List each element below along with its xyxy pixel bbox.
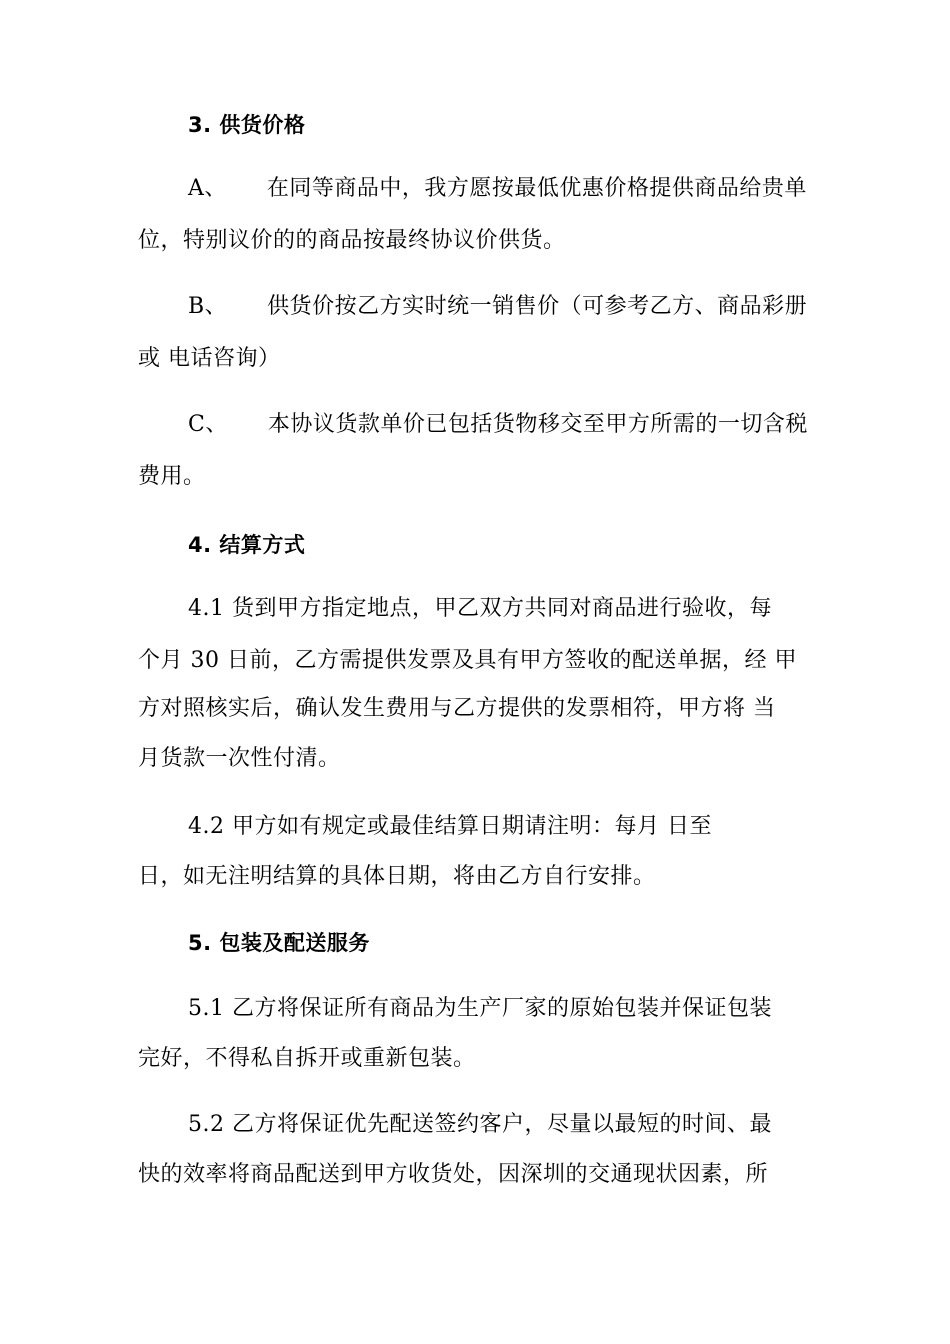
item-b-line-1 (188, 292, 807, 322)
item-c-line-2: 费用。 (138, 464, 206, 489)
item-c-marker: C、 (188, 412, 228, 437)
para-4-1-line-4: 月货款一次性付清。 (138, 746, 341, 771)
para-5-1-line-2: 完好，不得私自拆开或重新包装。 (138, 1046, 476, 1071)
item-b-line-2: 或 电话咨询） (138, 346, 281, 371)
section-5-heading: 5. 包装及配送服务 (188, 931, 370, 955)
item-c-text: 本协议货款单价已包括货物移交至甲方所需的一切含税 (267, 412, 808, 437)
para-4-1-line-1: 4.1 货到甲方指定地点，甲乙双方共同对商品进行验收，每 (188, 596, 772, 621)
item-a-text: 在同等商品中，我方愿按最低优惠价格提供商品给贵单 (266, 176, 807, 201)
item-b-marker: B、 (188, 294, 228, 319)
section-4-heading: 4. 结算方式 (188, 533, 306, 557)
item-b-text: 供货价按乙方实时统一销售价（可参考乙方、商品彩册 (267, 294, 808, 319)
item-a-marker: A、 (188, 176, 227, 201)
item-a-line-2: 位，特别议价的的商品按最终协议价供货。 (138, 228, 566, 253)
item-a-line-1 (188, 174, 807, 204)
para-4-1-line-2: 个月 30 日前，乙方需提供发票及具有甲方签收的配送单据，经 甲 (138, 648, 797, 673)
section-3-heading: 3. 供货价格 (188, 113, 306, 137)
para-5-2-line-2: 快的效率将商品配送到甲方收货处，因深圳的交通现状因素，所 (138, 1162, 769, 1187)
para-5-1-line-1: 5.1 乙方将保证所有商品为生产厂家的原始包装并保证包装 (188, 996, 772, 1021)
para-5-2-line-1: 5.2 乙方将保证优先配送签约客户，尽量以最短的时间、最 (188, 1112, 772, 1137)
para-4-1-line-3: 方对照核实后，确认发生费用与乙方提供的发票相符，甲方将 当 (138, 696, 776, 721)
para-4-2-line-1: 4.2 甲方如有规定或最佳结算日期请注明：每月 日至 (188, 814, 712, 839)
para-4-2-line-2: 日，如无注明结算的具体日期，将由乙方自行安排。 (138, 864, 656, 889)
item-c-line-1 (188, 410, 808, 440)
